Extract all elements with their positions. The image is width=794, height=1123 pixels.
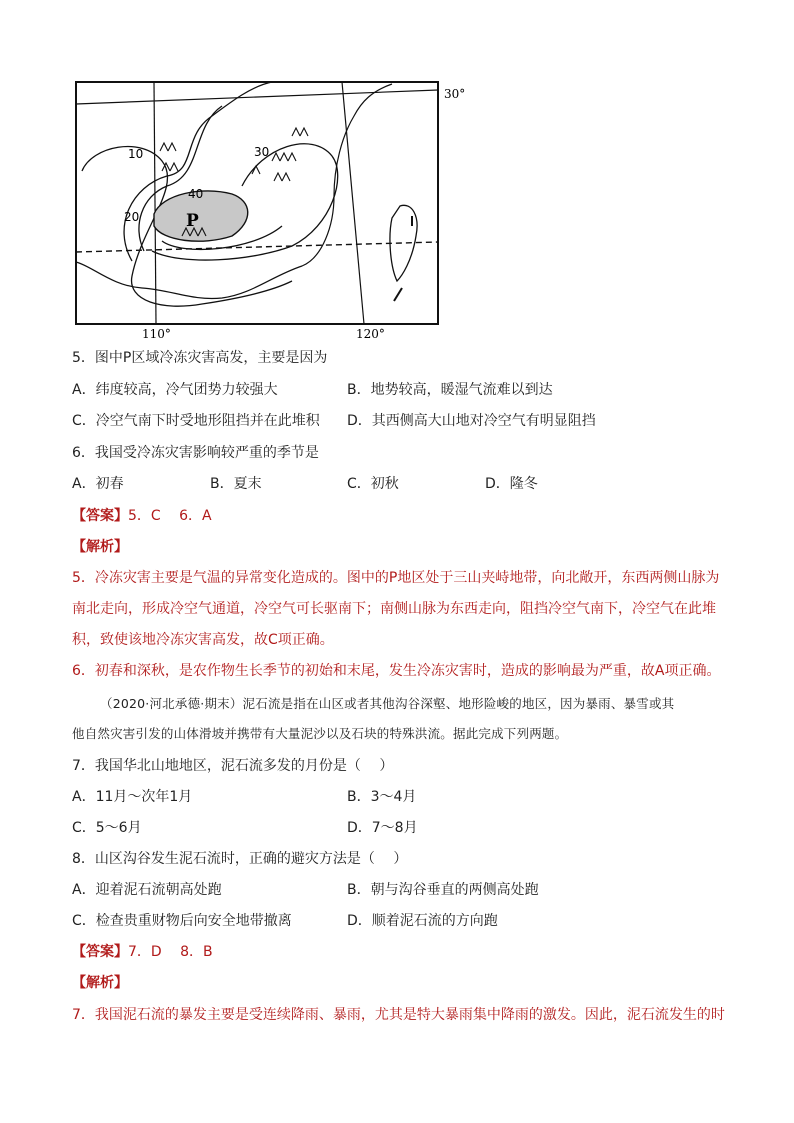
answer-text: 5．C 6．A: [128, 508, 212, 524]
q6-stem: 6．我国受冷冻灾害影响较严重的季节是: [72, 445, 319, 461]
q8-option-b[interactable]: B．朝与沟谷垂直的两侧高处跑: [347, 882, 539, 898]
answer-text: 7．D 8．B: [128, 944, 213, 960]
analysis-line: 7．我国泥石流的暴发主要是受连续降雨、暴雨，尤其是特大暴雨集中降雨的激发。因此，泥石流发生的时: [72, 1007, 725, 1023]
analysis-tag: 【解析】: [72, 539, 128, 555]
q6-option-c[interactable]: C．初秋: [347, 476, 399, 492]
answer-tag: 【答案】: [72, 944, 128, 960]
q8-option-d[interactable]: D．顺着泥石流的方向跑: [347, 913, 498, 929]
q5-option-c[interactable]: C．冷空气南下时受地形阻挡并在此堆积: [72, 413, 320, 429]
analysis-line: 6．初春和深秋，是农作物生长季节的初始和末尾，发生冷冻灾害时，造成的影响最为严重，故A项正确。: [72, 663, 721, 679]
q7-option-c[interactable]: C．5～6月: [72, 820, 142, 836]
q6-option-a[interactable]: A．初春: [72, 476, 124, 492]
isotherm-label-20: 20: [124, 210, 140, 224]
region-p-label: P: [186, 211, 199, 231]
analysis-tag: 【解析】: [72, 975, 128, 991]
isotherm-label-30: 30: [254, 145, 270, 159]
q5-option-d[interactable]: D．其西侧高大山地对冷空气有明显阻挡: [347, 413, 596, 429]
isotherm-label-10: 10: [128, 147, 144, 161]
q7-option-a[interactable]: A．11月～次年1月: [72, 789, 193, 805]
analysis-line: 5．冷冻灾害主要是气温的异常变化造成的。图中的P地区处于三山夹峙地带，向北敞开，东西两侧山脉为: [72, 570, 720, 586]
lon-label-110: 110°: [142, 327, 171, 341]
q7-option-d[interactable]: D．7～8月: [347, 820, 418, 836]
q7-stem: 7．我国华北山地地区，泥石流多发的月份是（ ）: [72, 758, 394, 774]
q5-stem: 5．图中P区域冷冻灾害高发，主要是因为: [72, 350, 328, 366]
q6-option-d[interactable]: D．隆冬: [485, 476, 538, 492]
q8-option-a[interactable]: A．迎着泥石流朝高处跑: [72, 882, 222, 898]
q8-stem: 8．山区沟谷发生泥石流时，正确的避灾方法是（ ）: [72, 851, 408, 867]
q7-option-b[interactable]: B．3～4月: [347, 789, 417, 805]
answer-block-1: [72, 506, 212, 526]
isotherm-map: [72, 76, 472, 346]
answer-tag: 【答案】: [72, 508, 128, 524]
passage-line: （2020·河北承德·期末）泥石流是指在山区或者其他沟谷深壑、地形险峻的地区，因为暴雨、暴雪或其: [100, 696, 675, 711]
analysis-line: 积，致使该地冷冻灾害高发，故C项正确。: [72, 632, 334, 648]
q5-option-b[interactable]: B．地势较高，暖湿气流难以到达: [347, 382, 553, 398]
q5-option-a[interactable]: A．纬度较高，冷气团势力较强大: [72, 382, 278, 398]
answer-block-2: [72, 942, 213, 962]
analysis-line: 南北走向，形成冷空气通道，冷空气可长驱南下；南侧山脉为东西走向，阻挡冷空气南下，冷空气在此堆: [72, 601, 716, 617]
lon-label-120: 120°: [356, 327, 385, 341]
lat-label: 30°: [444, 87, 466, 101]
passage-line: 他自然灾害引发的山体滑坡并携带有大量泥沙以及石块的特殊洪流。据此完成下列两题。: [72, 726, 568, 741]
isotherm-label-40: 40: [188, 187, 204, 201]
q6-option-b[interactable]: B．夏末: [210, 476, 262, 492]
q8-option-c[interactable]: C．检查贵重财物后向安全地带撤离: [72, 913, 292, 929]
